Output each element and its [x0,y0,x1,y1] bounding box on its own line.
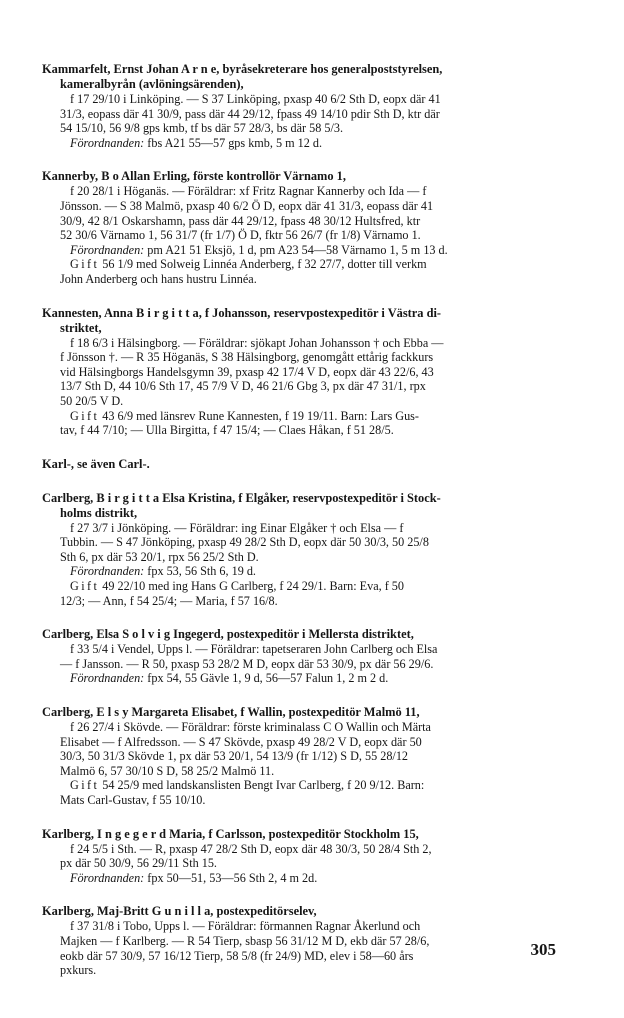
entry-heading: Kannerby, B o Allan Erling, förste kontrollör Värnamo 1, [42,169,346,184]
page-number: 305 [530,940,556,959]
entry-heading: Karlberg, I n g e g e r d Maria, f Carlsson, postexpeditör Stockholm 15, [42,826,419,841]
entry-body: f 18 6/3 i Hälsingborg. — Föräldrar: sjökapt Johan Johansson † och Ebba — f Jönsson †. — R 35 Höganäs, S 38 Hälsingborg, genomgått ettårig fackkurs vid Hälsingborgs Handelsgymn 39, pxasp 42 17/4 V D, eopx där 43 22/6, 43 13/7 Sth D, 44 10/6 Sth 17, 45 7/9 V D, 46 21/6 Gbg 3, px där 47 31/1, rpx 50 20/5 V D. Gift 43 6/9 med länsrev Rune Kannesten, f 19 19/11. Barn: Lars Gus- tav, f 44 7/10; — Ulla Birgitta, f 47 15/4; — Claes Håkan, f 51 28/5. [60,335,444,438]
entry-karlberg-ingegerd [42,827,556,886]
entry-body: f 33 5/4 i Vendel, Upps l. — Föräldrar: tapetseraren John Carlberg och Elsa — f Jansson. — R 50, pxasp 53 28/2 M D, eopx där 53 30/9, px där 56 29/6. Förordnanden: fpx 54, 55 Gävle 1, 9 d, 56—57 Falun 1, 2 m 2 d. [60,642,438,686]
entry-heading: Kannesten, Anna B i r g i t t a, f Johansson, reservpostexpeditör i Västra di- striktet, [42,305,442,335]
entry-heading: Karlberg, Maj-Britt G u n i l l a, postexpeditörselev, [42,904,317,919]
entry-body: f 37 31/8 i Tobo, Upps l. — Föräldrar: förmannen Ragnar Åkerlund och Majken — f Karlberg. — R 54 Tierp, sbasp 56 31/12 M D, ekb där 57 28/6, eokb där 57 30/9, 57 16/12 Tierp, 58 5/8 (fr 24/9) MD, elev i 58—60 års pxkurs. [60,919,430,978]
entry-carlberg-birgitta [42,491,556,609]
register-page [42,62,556,997]
entry-heading: Carlberg, E l s y Margareta Elisabet, f Wallin, postexpeditör Malmö 11, [42,705,420,720]
entry-karlberg-majbritt [42,904,556,977]
entry-heading: Kammarfelt, Ernst Johan A r n e, byråsekreterare hos generalpoststyrelsen, kameralbyrån (avlöningsärenden), [42,62,443,91]
entry-kammarfelt [42,62,556,150]
entry-heading: Carlberg, B i r g i t t a Elsa Kristina, f Elgåker, reservpostexpeditör i Stock- holms distrikt, [42,490,441,520]
entry-karl-cross-reference [42,457,556,472]
entry-carlberg-elsy [42,705,556,808]
entry-heading: Carlberg, Elsa S o l v i g Ingegerd, postexpeditör i Mellersta distriktet, [42,627,414,642]
entry-kannesten [42,306,556,438]
entry-body: f 17 29/10 i Linköping. — S 37 Linköping, pxasp 40 6/2 Sth D, eopx där 41 31/3, eopass där 41 30/9, pass där 44 29/12, fpass 49 14/10 pdir Sth D, ktr där 54 15/10, 56 9/8 gps kmb, tf bs där 57 28/3, bs där 58 5/3. Förordnanden: fbs A21 55—57 gps kmb, 5 m 12 d. [60,92,441,150]
entry-body: f 24 5/5 i Sth. — R, pxasp 47 28/2 Sth D, eopx där 48 30/3, 50 28/4 Sth 2, px där 50 30/9, 56 29/11 Sth 15. Förordnanden: fpx 50—51, 53—56 Sth 2, 4 m 2d. [60,841,432,885]
entry-body: f 26 27/4 i Skövde. — Föräldrar: förste kriminalass C O Wallin och Märta Elisabet — f Alfredsson. — S 47 Skövde, pxasp 49 28/2 V D, eopx där 50 30/3, 50 31/3 Skövde 1, px där 53 20/1, 54 13/9 (fr 1/12) S D, 55 28/12 Malmö 6, 57 30/10 S D, 58 25/2 Malmö 11. Gift 54 25/9 med landskanslisten Bengt Ivar Carlberg, f 20 9/12. Barn: Mats Carl-Gustav, f 55 10/10. [60,720,431,807]
entry-carlberg-solvig [42,627,556,686]
entry-body: f 27 3/7 i Jönköping. — Föräldrar: ing Einar Elgåker † och Elsa — f Tubbin. — S 47 Jönköping, pxasp 49 28/2 Sth D, eopx där 50 30/3, 50 25/8 Sth 6, px där 53 20/1, rpx 56 25/2 Sth D. Förordnanden: fpx 53, 56 Sth 6, 19 d. Gift 49 22/10 med ing Hans G Carlberg, f 24 29/1. Barn: Eva, f 50 12/3; — Ann, f 54 25/4; — Maria, f 57 16/8. [60,520,429,608]
entry-heading: Karl-, se även Carl-. [42,456,150,471]
entry-body: f 20 28/1 i Höganäs. — Föräldrar: xf Fritz Ragnar Kannerby och Ida — f Jönsson. — S 38 Malmö, pxasp 40 6/2 Ö D, eopx där 41 31/3, eopass där 41 30/9, 42 8/1 Oskarshamn, pass där 44 29/12, fpass 48 30/12 Hultsfred, ktr 52 30/6 Värnamo 1, 56 31/7 (fr 1/7) Ö D, fktr 56 26/7 (fr 1/8) Värnamo 1. Förordnanden: pm A21 51 Eksjö, 1 d, pm A23 54—58 Värnamo 1, 5 m 13 d. Gift 56 1/9 med Solweig Linnéa Anderberg, f 32 27/7, dotter till verkm John Anderberg och hans hustru Linnéa. [60,184,448,286]
entry-kannerby [42,169,556,286]
